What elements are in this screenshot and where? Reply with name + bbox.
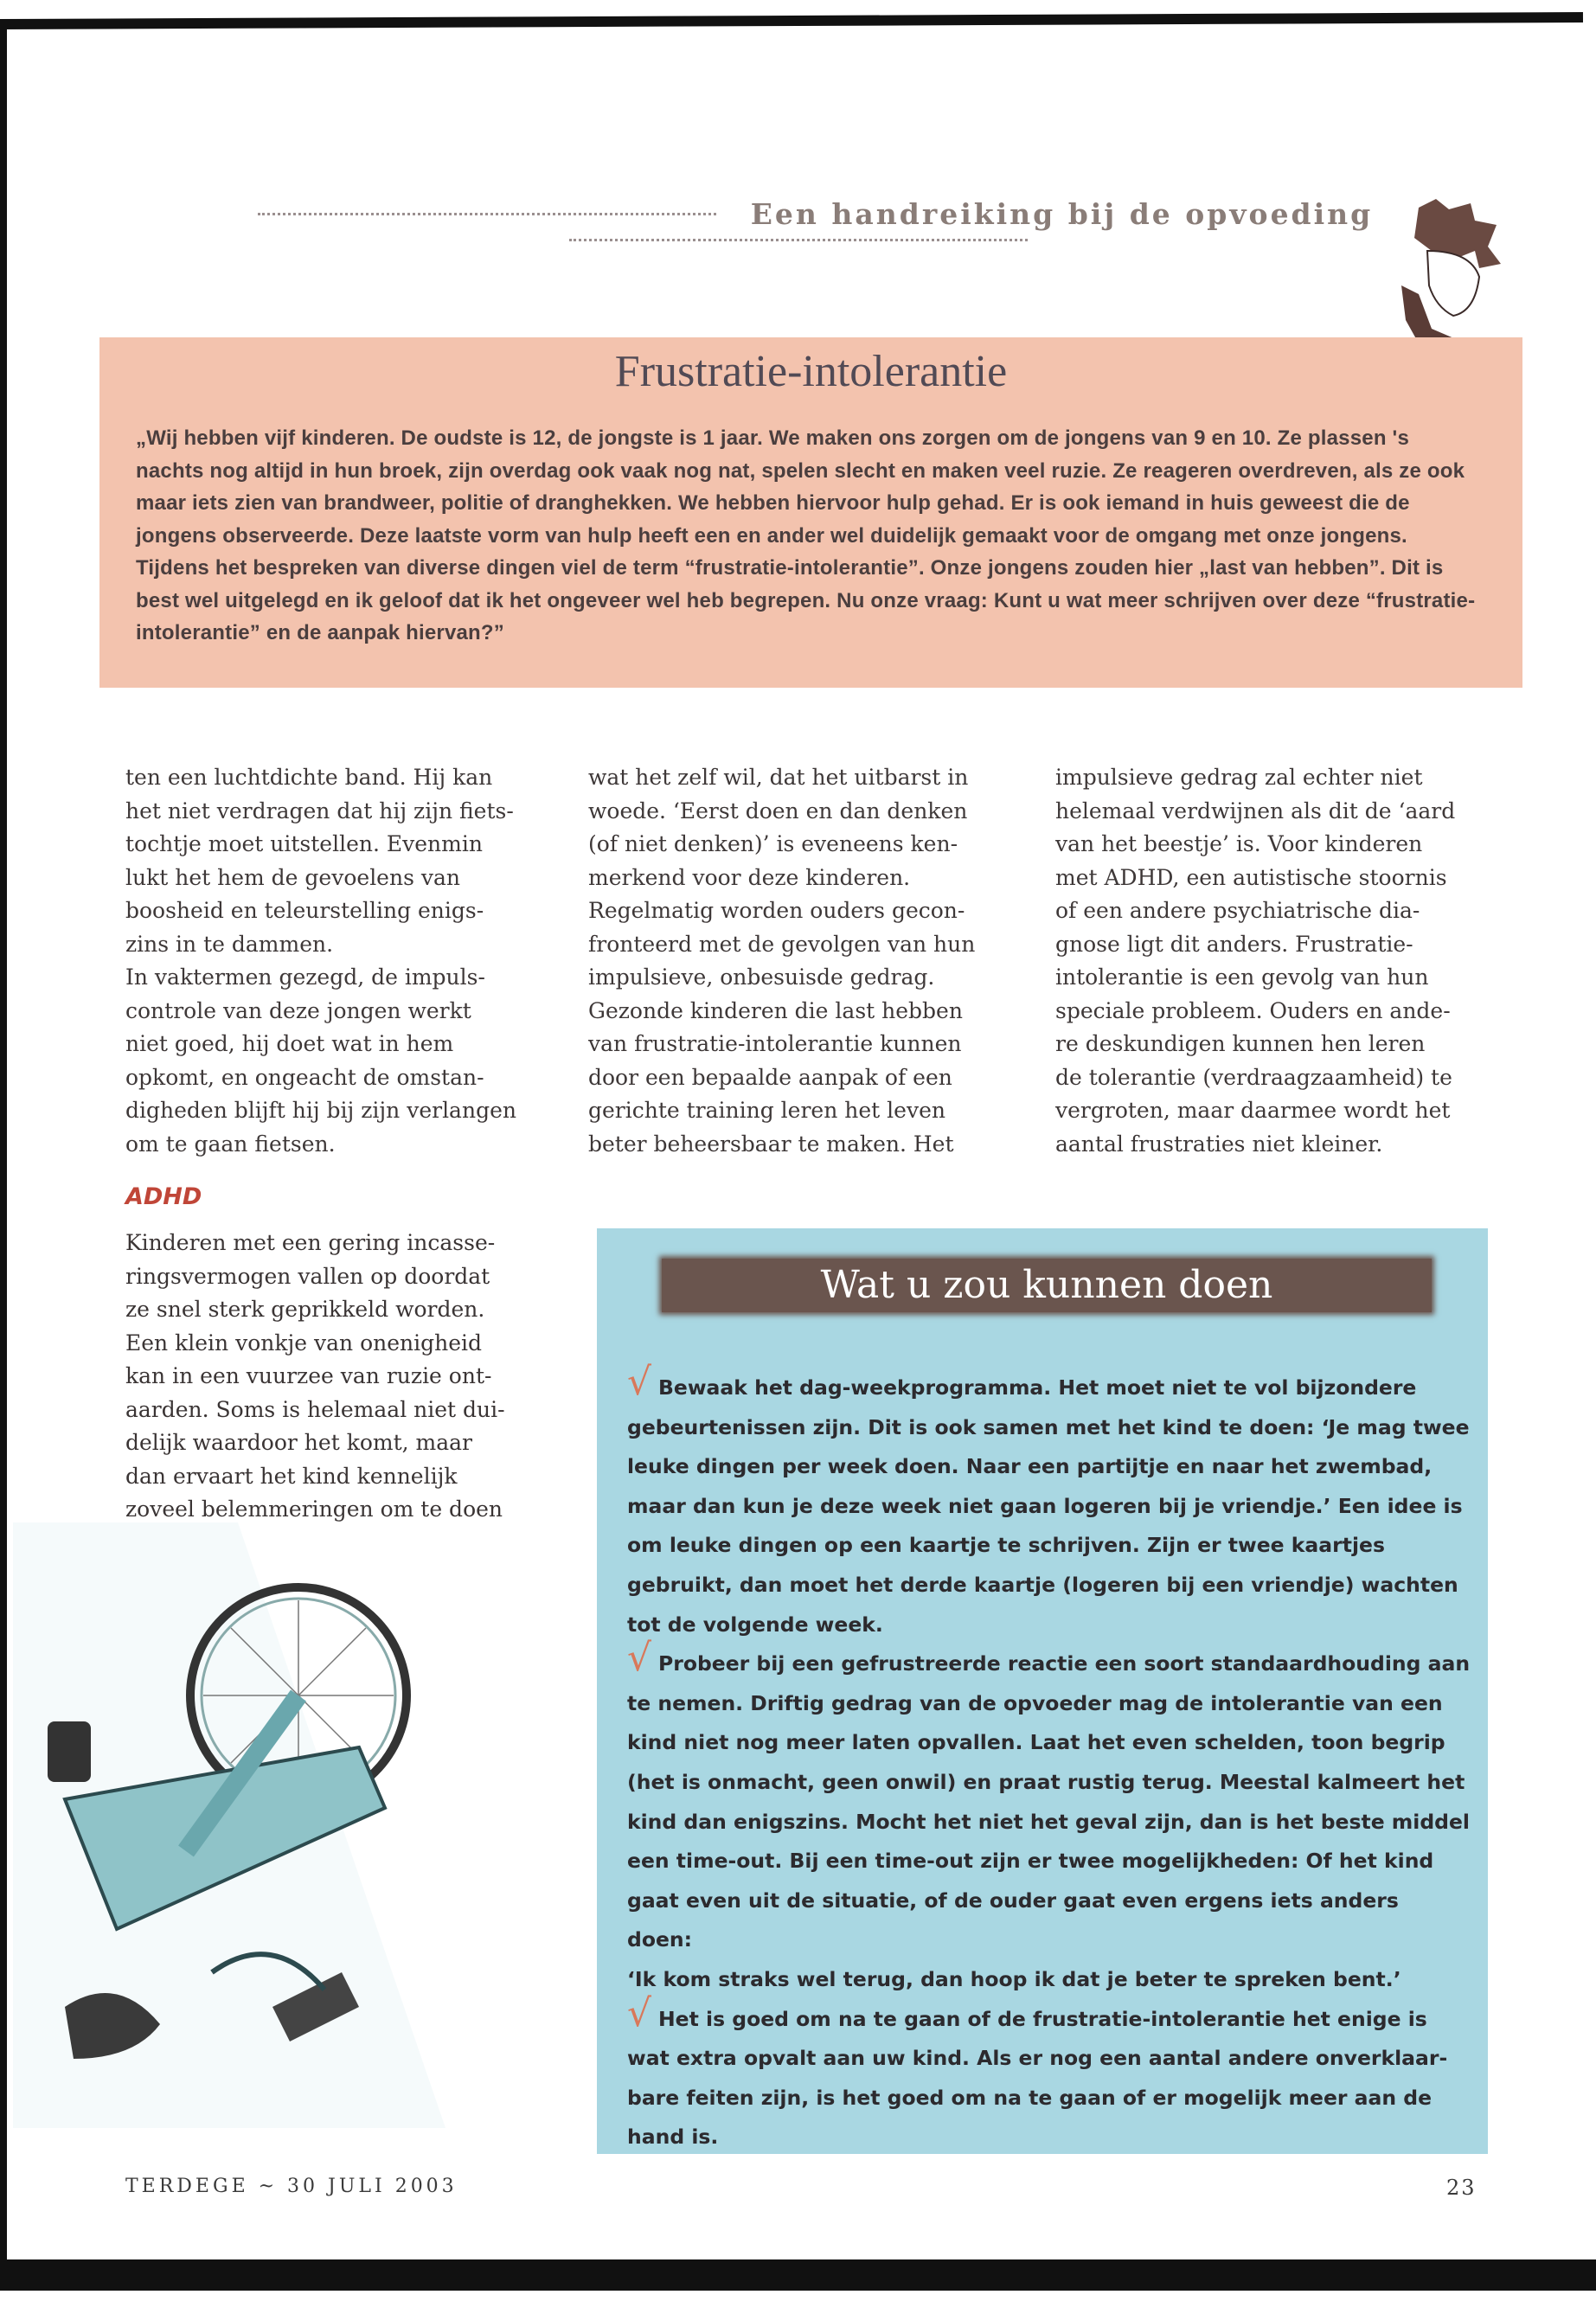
running-head — [0, 197, 1596, 247]
article-column-2 — [588, 761, 1029, 1161]
tip-item — [627, 1360, 1471, 1644]
fallen-bicycle-illustration — [13, 1522, 593, 2128]
tip-text: Probeer bij een gefrustreerde reactie een soort standaardhouding aan te nemen. Driftig gedrag van de opvoeder mag de intolerantie van een kind niet nog meer laten opvallen. Laat het even schelden, toon begrip (het is onmacht, geen onwil) en praat rustig terug. Meestal kalmeert het kind dan enigszins. Mocht het niet het geval zijn, dan is het beste middel een time-out. Bij een time-out zijn er twee mogelijkheden: Of het kind gaat even uit de situatie, of de ouder gaat even ergens iets anders doen: ‘Ik kom straks wel terug, dan hoop ik dat je beter te spreken bent.’ — [627, 1651, 1471, 1991]
adhd-subheading: ADHD — [125, 1183, 202, 1210]
page-number: 23 — [1446, 2176, 1477, 2200]
reader-question-box — [99, 337, 1522, 688]
tips-list — [627, 1360, 1471, 2157]
paragraph: Gezonde kinderen die last hebben van frustratie-intolerantie kunnen door een bepaalde aanpak of een gerichte training leren het leven beter beheersbaar te maken. Het — [588, 997, 963, 1157]
dotted-rule-right — [569, 239, 1028, 241]
top-border-rule — [0, 12, 1583, 29]
paragraph: Regelmatig worden ouders gecon- fronteerd met de gevolgen van hun impulsieve, onbesuisde gedrag. — [588, 898, 976, 990]
tips-box — [597, 1228, 1488, 2154]
footer-publication: TERDEGE ~ 30 JULI 2003 — [125, 2176, 458, 2197]
tip-item — [627, 1990, 1471, 2157]
question-text: „Wij hebben vijf kinderen. De oudste is 12, de jongste is 1 jaar. We maken ons zorgen om de jongens van 9 en 10. Ze plassen 's nachts nog altijd in hun broek, zijn overdag ook vaak nog nat, spelen slecht en maken veel ruzie. Ze reageren overdreven, als ze ook maar iets zien van brandweer, politie of dranghekken. We hebben hiervoor hulp gehad. Er is ook iemand in huis geweest die de jongens observeerde. Deze laatste vorm van hulp heeft een en ander wel duidelijk gemaakt voor de omgang met onze jongens. Tijdens het bespreken van diverse dingen viel de term “frustratie-intolerantie”. Onze jongens zouden hier „last van hebben”. Dit is best wel uitgelegd en ik geloof dat ik het ongeveer wel heb begrepen. Nu onze vraag: Kunt u wat meer schrijven over deze “frustratie-intolerantie” en de aanpak hiervan?” — [136, 426, 1476, 644]
tip-text: Bewaak het dag-weekprogramma. Het moet niet te vol bijzondere gebeurtenissen zijn. Dit is ook samen met het kind te doen: ‘Je mag twee leuke dingen per week doen. Naar een partijtje en naar het zwembad, maar dan kun je deze week niet gaan logeren bij je vriendje.’ Een idee is om leuke dingen op een kaartje te schrijven. Zijn er twee kaartjes gebruikt, dan moet het derde kaartje (logeren bij een vriendje) wachten tot de volgende week. — [627, 1375, 1470, 1637]
paragraph: impulsieve gedrag zal echter niet helemaal verdwijnen als dit de ‘aard van het beestje’ is. Voor kinderen met ADHD, een autistische stoornis of een andere psychiatrische dia- gnose ligt dit anders. Frustratie- intolerantie is een gevolg van hun speciale probleem. Ouders en ande- re deskundigen kunnen hen leren de tolerantie (verdraagzaamheid) te vergroten, maar daarmee wordt het aantal frustraties niet kleiner. — [1055, 765, 1456, 1157]
checkmark-icon: √ — [627, 1360, 652, 1404]
question-title: Frustratie-intolerantie — [614, 347, 1008, 396]
bottom-border-rule — [0, 2259, 1596, 2291]
adhd-paragraph: Kinderen met een gering incasse- ringsvermogen vallen op doordat ze snel sterk geprikkeld worden. Een klein vonkje van onenigheid kan in een vuurzee van ruzie ont- aarden. Soms is helemaal niet dui- delijk waardoor het komt, maar dan ervaart het kind kennelijk zoveel belemmeringen om te doen — [125, 1230, 505, 1522]
checkmark-icon: √ — [627, 1636, 652, 1681]
tip-text: Het is goed om na te gaan of de frustratie-intolerantie het enige is wat extra opvalt aan uw kind. Als er nog een aantal andere onverklaar- bare feiten zijn, is het goed om na te gaan of er mogelijk meer aan de hand is. — [627, 2006, 1448, 2150]
article-column-1 — [125, 761, 567, 1161]
dotted-rule-left — [258, 213, 716, 215]
tip-item — [627, 1636, 1471, 1999]
paragraph: ten een luchtdichte band. Hij kan het niet verdragen dat hij zijn fiets- tochtje moet uitstellen. Evenmin lukt het hem de gevoelens van boosheid en teleurstelling enigs- zins in te dammen. — [125, 765, 514, 957]
left-border-rule — [0, 24, 7, 2273]
article-column-3 — [1055, 761, 1497, 1161]
running-head-text: Een handreiking bij de opvoeding — [750, 197, 1374, 231]
paragraph: wat het zelf wil, dat het uitbarst in woede. ‘Eerst doen en dan denken (of niet denken)’ is eveneens ken- merkend voor deze kinderen. — [588, 765, 969, 890]
tips-title: Wat u zou kunnen doen — [662, 1259, 1432, 1312]
paragraph: In vaktermen gezegd, de impuls- controle van deze jongen werkt niet goed, hij doet wat in hem opkomt, en ongeacht de omstan- digheden blijft hij bij zijn verlangen om te gaan fietsen. — [125, 965, 516, 1157]
checkmark-icon: √ — [627, 1990, 652, 2035]
